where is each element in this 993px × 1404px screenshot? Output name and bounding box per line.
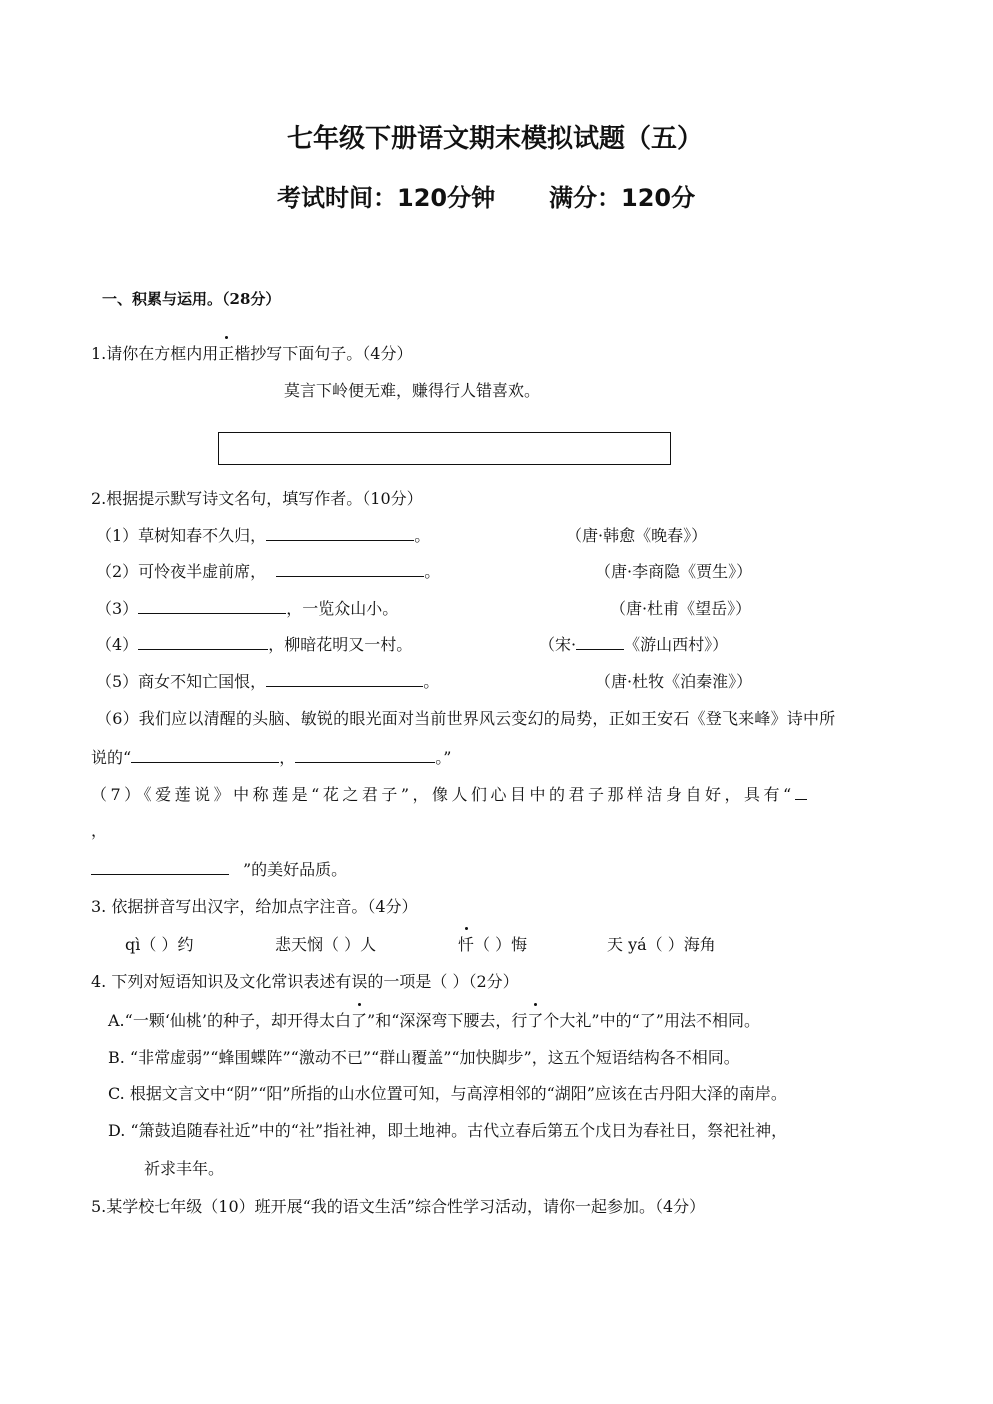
q2-item-7-post: ”的美好品质。 <box>243 860 348 879</box>
q3-word-2-b: （ ）人 <box>323 935 377 954</box>
q2-item-7-comma: ， <box>91 821 108 840</box>
q4-option-a <box>108 1008 760 1031</box>
q4-option-a-3: 个大礼”中的“了”用法不相同。 <box>543 1011 760 1030</box>
q2-item-7-line1 <box>91 782 807 805</box>
exam-title: 七年级下册语文期末模拟试题（五） <box>287 124 704 154</box>
answer-blank[interactable] <box>266 672 423 687</box>
q3-word-4: 天 yá（ ）海角 <box>607 935 716 954</box>
q2-item-6-line1: （6）我们应以清醒的头脑、敏锐的眼光面对当前世界风云变幻的局势，正如王安石《登飞来峰》诗中所 <box>96 709 836 728</box>
q2-item-3-pre: （3） <box>96 599 139 618</box>
q2-item-1-pre: （1）草树知春不久归， <box>96 526 267 545</box>
question-4-prompt: 4. 下列对短语知识及文化常识表述有误的一项是（ ）（2分） <box>91 972 519 991</box>
q2-item-6-pre: 说的“ <box>91 748 132 767</box>
q2-item-4-post: ，柳暗花明又一村。 <box>268 635 413 654</box>
q4-option-d-line1: D. “箫鼓追随春社近”中的“社”指社神，即土地神。古代立春后第五个戊日为春社日，祭祀社神， <box>108 1121 788 1140</box>
q2-item-1 <box>96 523 430 546</box>
q2-item-7-text: （7）《爱莲说》中称莲是“花之君子”，像人们心目中的君子那样洁身自好，具有“ <box>91 785 795 804</box>
q2-item-2-pre: （2）可怜夜半虚前席， <box>96 562 267 581</box>
answer-blank[interactable] <box>266 526 414 541</box>
q2-item-4-pre: （4） <box>96 635 139 654</box>
q3-word-2 <box>275 932 376 955</box>
q2-item-5-source: （唐·杜牧《泊秦淮》） <box>595 672 753 691</box>
question-3-prompt: 3. 依据拼音写出汉字，给加点字注音。（4分） <box>91 897 418 916</box>
q1-writing-box[interactable] <box>218 432 671 465</box>
answer-blank[interactable] <box>138 599 286 614</box>
author-blank[interactable] <box>576 635 624 650</box>
q3-dotted-char: 忏 <box>458 932 474 955</box>
answer-blank[interactable] <box>276 562 424 577</box>
q2-item-1-source: （唐·韩愈《晚春》） <box>566 526 708 545</box>
q2-item-6-line2 <box>91 745 451 768</box>
q2-item-2-source: （唐·李商隐《贾生》） <box>595 562 753 581</box>
exam-time: 考试时间：120分钟 <box>277 184 496 212</box>
q2-item-6-mid: ， <box>279 748 296 767</box>
q2-item-6-post: 。” <box>435 748 452 767</box>
q1-prompt-b: 楷抄写下面句子。（4分） <box>234 344 413 363</box>
q4-option-d-line2: 祈求丰年。 <box>144 1159 225 1178</box>
q3-word-3-b: （ ）悔 <box>474 935 528 954</box>
q1-sentence: 莫言下岭便无难，赚得行人错喜欢。 <box>284 381 541 400</box>
section-title: 一、积累与运用。（28分） <box>102 290 281 308</box>
answer-blank[interactable] <box>795 785 807 800</box>
q1-dotted-char: 正 <box>218 341 234 364</box>
q2-item-3 <box>96 596 398 619</box>
answer-blank[interactable] <box>131 748 279 763</box>
full-score: 满分：120分 <box>549 184 696 212</box>
question-5-prompt: 5.某学校七年级（10）班开展“我的语文生活”综合性学习活动，请你一起参加。（4分） <box>91 1197 706 1216</box>
q2-item-2-post: 。 <box>424 562 441 581</box>
q2-item-5-post: 。 <box>423 672 440 691</box>
q3-word-3 <box>458 932 527 955</box>
q2-item-3-post: ，一览众山小。 <box>286 599 399 618</box>
q2-item-5 <box>96 669 439 692</box>
q4-option-b: B. “非常虚弱”“蜂围蝶阵”“激动不已”“群山覆盖”“加快脚步”，这五个短语结构各不相同。 <box>108 1048 740 1067</box>
q2-item-1-post: 。 <box>414 526 431 545</box>
question-2-prompt: 2.根据提示默写诗文名句，填写作者。（10分） <box>91 489 423 508</box>
q2-item-7-line3 <box>91 857 347 880</box>
q2-item-3-source: （唐·杜甫《望岳》） <box>610 599 752 618</box>
q4-option-a-2: ”和“深深弯下腰去，行 <box>367 1011 528 1030</box>
q3-word-1: qì（ ）约 <box>125 935 194 954</box>
answer-blank[interactable] <box>295 748 435 763</box>
q4-option-a-1: A.“一颗‘仙桃’的种子，却开得太白 <box>108 1011 351 1030</box>
q2-item-4-source-post: 《游山西村》） <box>624 635 729 654</box>
q4-dotted-char-1: 了 <box>351 1008 367 1031</box>
q2-item-2 <box>96 559 440 582</box>
q1-prompt-a: 1.请你在方框内用 <box>91 344 219 363</box>
answer-blank[interactable] <box>138 635 268 650</box>
q4-option-c: C. 根据文言文中“阴”“阳”所指的山水位置可知，与高淳相邻的“湖阳”应该在古丹阳大泽的南岸。 <box>108 1084 787 1103</box>
q2-item-4-source <box>539 632 728 655</box>
q2-item-4 <box>96 632 412 655</box>
answer-blank[interactable] <box>91 860 229 875</box>
question-1-prompt <box>91 341 412 364</box>
q2-item-4-source-pre: （宋· <box>539 635 577 654</box>
q4-dotted-char-2: 了 <box>527 1008 543 1031</box>
q3-word-2-a: 悲天悯 <box>275 935 324 954</box>
q2-item-5-pre: （5）商女不知亡国恨， <box>96 672 267 691</box>
